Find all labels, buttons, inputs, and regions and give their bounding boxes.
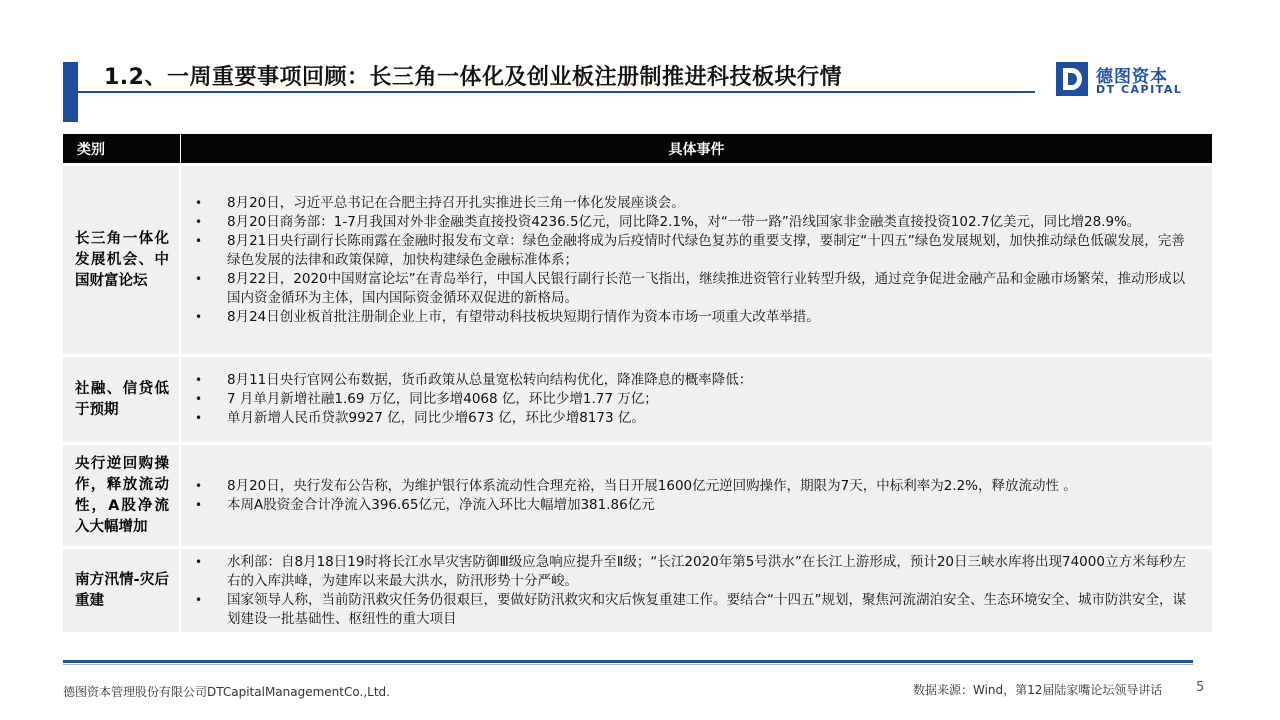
event-list <box>195 371 1198 428</box>
event-item: • 本周A股资金合计净流入396.65亿元，净流入环比大幅增加381.86亿元 <box>195 496 1198 515</box>
event-list <box>195 477 1198 515</box>
event-item: • 8月20日，央行发布公告称，为维护银行体系流动性合理充裕，当日开展1600亿元逆回购操作，期限为7天，中标利率为2.2%，释放流动性 。 <box>195 477 1198 496</box>
page-number: 5 <box>1196 680 1205 695</box>
title-underline <box>78 91 1035 93</box>
row-events-cell <box>181 445 1212 546</box>
table-header <box>63 134 1212 163</box>
row-events-cell <box>181 357 1212 442</box>
footer-company: 德图资本管理股份有限公司DTCapitalManagementCo.,Ltd. <box>63 685 390 699</box>
title-accent-bar <box>63 62 78 122</box>
table-row <box>63 354 1212 442</box>
row-category: 央行逆回购操作，释放流动性，A股净流入大幅增加 <box>75 455 169 535</box>
row-events-cell <box>181 166 1212 354</box>
table-row <box>63 442 1212 546</box>
row-events-cell <box>181 549 1212 632</box>
event-item: • 8月20日，习近平总书记在合肥主持召开扎实推进长三角一体化发展座谈会。 <box>195 194 1198 213</box>
row-category-cell <box>63 357 181 442</box>
event-item: • 7 月单月新增社融1.69 万亿，同比多增4068 亿，环比少增1.77 万亿； <box>195 390 1198 409</box>
row-category: 南方汛情-灾后重建 <box>75 571 169 609</box>
row-category: 社融、信贷低于预期 <box>75 380 169 418</box>
event-item: • 8月21日央行副行长陈雨露在金融时报发布文章：绿色金融将成为后疫情时代绿色复苏的重要支撑，要制定“十四五”绿色发展规划，加快推动绿色低碳发展，完善绿色发展的法律和政策保障，加快构建绿色金融标准体系； <box>195 232 1198 270</box>
logo-english-name: DT CAPITAL <box>1096 83 1183 96</box>
table-row <box>63 546 1212 632</box>
header-category: 类别 <box>63 134 181 163</box>
logo-chinese-name: 德图资本 <box>1096 67 1168 87</box>
footer-divider <box>63 660 1193 663</box>
company-logo <box>1056 62 1206 96</box>
table-row <box>63 163 1212 354</box>
footer-divider-thin <box>63 664 1193 665</box>
event-item: • 8月22日，2020中国财富论坛”在青岛举行，中国人民银行副行长范一飞指出，继续推进资管行业转型升级，通过竞争促进金融产品和金融市场繁荣，推动形成以国内资金循环为主体，国内国际资金循环双促进的新格局。 <box>195 270 1198 308</box>
row-category: 长三角一体化发展机会、中国财富论坛 <box>75 230 169 289</box>
event-item: • 单月新增人民币贷款9927 亿，同比少增673 亿，环比少增8173 亿。 <box>195 409 1198 428</box>
event-item: • 8月11日央行官网公布数据，货币政策从总量宽松转向结构优化，降准降息的概率降低： <box>195 371 1198 390</box>
events-table <box>63 134 1212 632</box>
row-category-cell <box>63 445 181 546</box>
event-item: • 水利部：自8月18日19时将长江水旱灾害防御Ⅲ级应急响应提升至Ⅱ级；“长江2020年第5号洪水”在长江上游形成，预计20日三峡水库将出现74000立方米每秒左右的入库洪峰，为建库以来最大洪水，防汛形势十分严峻。 <box>195 553 1198 591</box>
footer-source: 数据来源：Wind，第12届陆家嘴论坛领导讲话 <box>913 683 1163 697</box>
dt-logo-icon <box>1056 62 1088 96</box>
row-category-cell <box>63 166 181 354</box>
header-events: 具体事件 <box>668 141 725 158</box>
event-list <box>195 553 1198 629</box>
event-item: • 国家领导人称，当前防汛救灾任务仍很艰巨，要做好防汛救灾和灾后恢复重建工作。要结合“十四五”规划，聚焦河流湖泊安全、生态环境安全、城市防洪安全，谋划建设一批基础性、枢纽性的重大项目 <box>195 591 1198 629</box>
event-list <box>195 194 1198 327</box>
row-category-cell <box>63 549 181 632</box>
page-title: 1.2、一周重要事项回顾：长三角一体化及创业板注册制推进科技板块行情 <box>104 65 842 90</box>
event-item: • 8月24日创业板首批注册制企业上市，有望带动科技板块短期行情作为资本市场一项重大改革举措。 <box>195 308 1198 327</box>
event-item: • 8月20日商务部：1-7月我国对外非金融类直接投资4236.5亿元，同比降2.1%，对“一带一路”沿线国家非金融类直接投资102.7亿美元，同比增28.9%。 <box>195 213 1198 232</box>
